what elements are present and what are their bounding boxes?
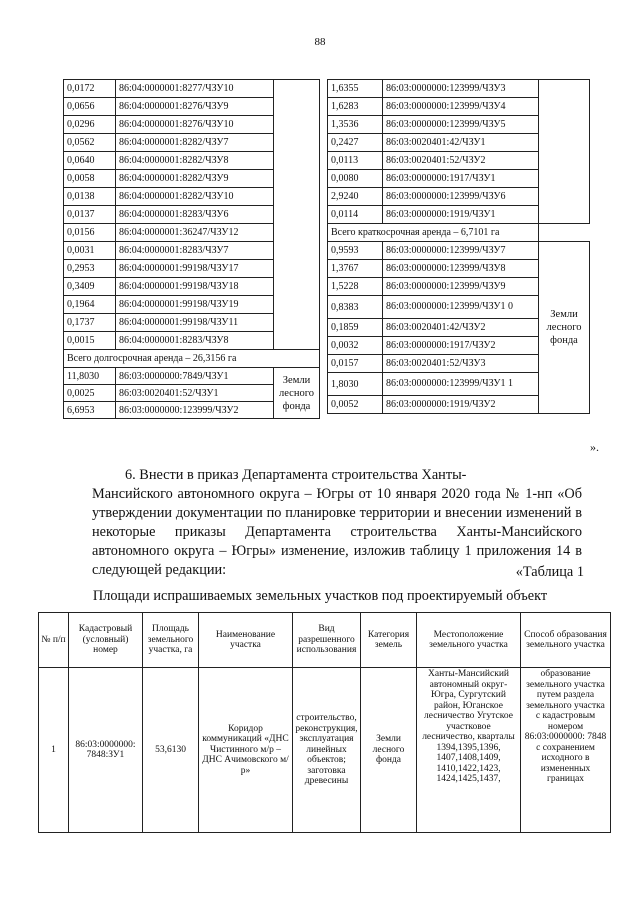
area-cell: 0,0156 — [64, 224, 116, 242]
area-cell: 0,2953 — [64, 260, 116, 278]
header-location: Местоположение земельного участка — [417, 613, 521, 668]
total-short-term: Всего краткосрочная аренда – 6,7101 га — [328, 224, 539, 242]
cadastral-number-cell: 86:04:0000001:8282/ЧЗУ8 — [116, 152, 274, 170]
cadastral-number-cell: 86:03:0000000:123999/ЧЗУ7 — [383, 242, 539, 260]
blank-cell — [274, 80, 320, 350]
cadastral-number-cell: 86:04:0000001:8283/ЧЗУ8 — [116, 332, 274, 350]
area-cell: 0,0138 — [64, 188, 116, 206]
cadastral-number-cell: 86:03:0020401:42/ЧЗУ2 — [383, 319, 539, 337]
area-cell: 0,0172 — [64, 80, 116, 98]
land-category-cell: Земли лесного фонда — [274, 368, 320, 419]
cadastral-number-cell: 86:04:0000001:8283/ЧЗУ6 — [116, 206, 274, 224]
total-row — [64, 350, 320, 368]
area-cell: 0,0113 — [328, 152, 383, 170]
header-use: Вид разрешенного использования — [293, 613, 361, 668]
cadastral-number-cell: 86:03:0020401:52/ЧЗУ2 — [383, 152, 539, 170]
cadastral-number-cell: 86:04:0000001:8283/ЧЗУ7 — [116, 242, 274, 260]
area-cell: 0,0025 — [64, 385, 116, 402]
table-row — [39, 668, 611, 833]
paragraph-line-1: 6. Внести в приказ Департамента строительства Ханты- — [125, 467, 467, 483]
cadastral-number-cell: 86:04:0000001:99198/ЧЗУ17 — [116, 260, 274, 278]
cadastral-number-cell: 86:03:0000000:7849/ЧЗУ1 — [116, 368, 274, 385]
cadastral-number-cell: 86:04:0000001:8276/ЧЗУ9 — [116, 98, 274, 116]
amendment-paragraph — [92, 466, 582, 580]
area-cell: 0,0656 — [64, 98, 116, 116]
cadastral-number-cell: 86:03:0000000:1917/ЧЗУ1 — [383, 170, 539, 188]
cadastral-number-cell: 86:04:0000001:8276/ЧЗУ10 — [116, 116, 274, 134]
land-category-cell: Земли лесного фонда — [539, 242, 590, 414]
table-row — [64, 368, 320, 385]
area-cell: 0,0032 — [328, 337, 383, 355]
cadastral-number-cell: 86:03:0000000:123999/ЧЗУ2 — [116, 402, 274, 419]
area-cell: 1,6355 — [328, 80, 383, 98]
cadastral-number-cell: 86:03:0000000:1919/ЧЗУ1 — [383, 206, 539, 224]
blank-cell — [539, 80, 590, 224]
left-lease-table — [63, 79, 320, 419]
area-cell: 0,0080 — [328, 170, 383, 188]
header-area: Площадь земельного участка, га — [143, 613, 199, 668]
area-cell: 1,6283 — [328, 98, 383, 116]
cadastral-number-cell: 86:03:0000000:123999/ЧЗУ6 — [383, 188, 539, 206]
area-cell: 11,8030 — [64, 368, 116, 385]
area-cell: 0,0058 — [64, 170, 116, 188]
area-cell: 1,3767 — [328, 260, 383, 278]
cadastral-number-cell: 86:03:0000000:123999/ЧЗУ4 — [383, 98, 539, 116]
area-cell: 0,0052 — [328, 396, 383, 414]
area-cell: 0,1964 — [64, 296, 116, 314]
table-caption: Площади испрашиваемых земельных участков под проектируемый объект — [92, 588, 548, 604]
area-cell: 0,8383 — [328, 296, 383, 319]
cadastral-number-cell: 86:03:0000000:123999/ЧЗУ1 0 — [383, 296, 539, 319]
area-cell: 0,1737 — [64, 314, 116, 332]
cadastral-number-cell: 86:04:0000001:99198/ЧЗУ18 — [116, 278, 274, 296]
table-number: «Таблица 1 — [515, 564, 584, 580]
cadastral-number-cell: 86:04:0000001:99198/ЧЗУ11 — [116, 314, 274, 332]
cell-area: 53,6130 — [143, 668, 199, 833]
cadastral-number-cell: 86:03:0020401:52/ЧЗУ3 — [383, 355, 539, 373]
area-cell: 2,9240 — [328, 188, 383, 206]
cadastral-number-cell: 86:03:0000000:1919/ЧЗУ2 — [383, 396, 539, 414]
cadastral-number-cell: 86:04:0000001:8282/ЧЗУ10 — [116, 188, 274, 206]
area-cell: 0,2427 — [328, 134, 383, 152]
cell-method: образование земельного участка путем раздела земельного участка с кадастровым номером 86:03:0000000: 7848 с сохранением исходного в измененных границах — [521, 668, 611, 833]
area-cell: 0,0157 — [328, 355, 383, 373]
area-cell: 0,3409 — [64, 278, 116, 296]
area-cell: 0,0114 — [328, 206, 383, 224]
cell-name: Коридор коммуникаций «ДНС Чистинного м/р – ДНС Ачимовского м/р» — [199, 668, 293, 833]
header-number: № п/п — [39, 613, 69, 668]
cadastral-number-cell: 86:03:0000000:1917/ЧЗУ2 — [383, 337, 539, 355]
cadastral-number-cell: 86:03:0000000:123999/ЧЗУ1 1 — [383, 373, 539, 396]
area-cell: 0,1859 — [328, 319, 383, 337]
cadastral-number-cell: 86:03:0000000:123999/ЧЗУ3 — [383, 80, 539, 98]
area-cell: 0,0137 — [64, 206, 116, 224]
cell-number: 1 — [39, 668, 69, 833]
cadastral-number-cell: 86:03:0020401:52/ЧЗУ1 — [116, 385, 274, 402]
table-row — [328, 242, 590, 260]
area-cell: 0,9593 — [328, 242, 383, 260]
cadastral-number-cell: 86:03:0000000:123999/ЧЗУ9 — [383, 278, 539, 296]
cell-use: строительство, реконструкция, эксплуатация линейных объектов; заготовка древесины — [293, 668, 361, 833]
cadastral-number-cell: 86:03:0000000:123999/ЧЗУ8 — [383, 260, 539, 278]
closing-quote: ». — [590, 440, 599, 454]
header-name: Наименование участка — [199, 613, 293, 668]
cadastral-number-cell: 86:04:0000001:8282/ЧЗУ7 — [116, 134, 274, 152]
area-cell: 0,0031 — [64, 242, 116, 260]
area-cell: 0,0640 — [64, 152, 116, 170]
total-long-term: Всего долгосрочная аренда – 26,3156 га — [64, 350, 320, 368]
paragraph-rest: Мансийского автономного округа – Югры от 10 января 2020 года № 1-нп «Об утверждении документации по планировке территории и внесении изменений в некоторые приказы Департамента строительства Ханты-Мансийского автономного округа – Югры» изменение, изложив таблицу 1 приложения 14 в следующей редакции: — [92, 486, 582, 578]
page-number: 88 — [314, 36, 326, 48]
cadastral-number-cell: 86:03:0000000:123999/ЧЗУ5 — [383, 116, 539, 134]
cell-location: Ханты-Мансийский автономный округ-Югра, Сургутский район, Юганское лесничество Угутское участковое лесничество, кварталы 1394,1395,1396, 1407,1408,1409, 1410,1422,1423, 1424,1425,1437, — [417, 668, 521, 833]
area-cell: 0,0562 — [64, 134, 116, 152]
cadastral-number-cell: 86:03:0020401:42/ЧЗУ1 — [383, 134, 539, 152]
area-cell: 1,5228 — [328, 278, 383, 296]
header-category: Категория земель — [361, 613, 417, 668]
area-cell: 0,0015 — [64, 332, 116, 350]
cadastral-number-cell: 86:04:0000001:36247/ЧЗУ12 — [116, 224, 274, 242]
header-cadastral: Кадастровый (условный) номер — [69, 613, 143, 668]
area-cell: 6,6953 — [64, 402, 116, 419]
cell-cadastral: 86:03:0000000: 7848:ЗУ1 — [69, 668, 143, 833]
area-cell: 1,3536 — [328, 116, 383, 134]
right-lease-table — [327, 79, 590, 414]
cadastral-number-cell: 86:04:0000001:8277/ЧЗУ10 — [116, 80, 274, 98]
table-row — [64, 80, 320, 98]
header-method: Способ образования земельного участка — [521, 613, 611, 668]
total-row — [328, 224, 590, 242]
area-cell: 0,0296 — [64, 116, 116, 134]
cadastral-number-cell: 86:04:0000001:99198/ЧЗУ19 — [116, 296, 274, 314]
cadastral-number-cell: 86:04:0000001:8282/ЧЗУ9 — [116, 170, 274, 188]
land-plots-table — [38, 612, 611, 833]
table-row — [328, 80, 590, 98]
area-cell: 1,8030 — [328, 373, 383, 396]
cell-category: Земли лесного фонда — [361, 668, 417, 833]
